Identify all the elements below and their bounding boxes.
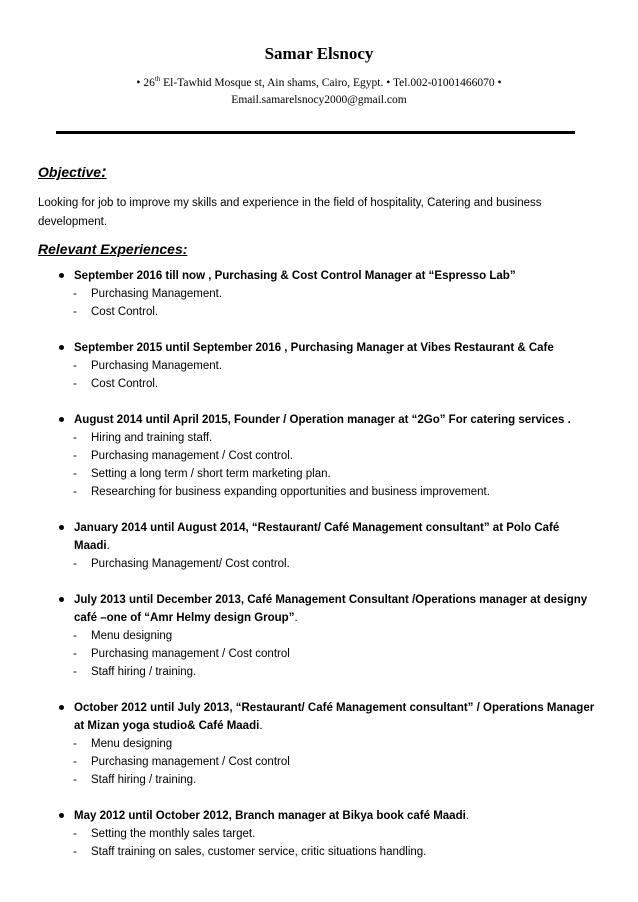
experience-duty-text: Menu designing [91, 629, 173, 642]
objective-text: Looking for job to improve my skills and experience in the field of hospitality, Catering and business development. [38, 197, 542, 228]
experience-title-text: August 2014 until April 2015, Founder / Operation manager at “2Go” For catering services . [74, 413, 571, 426]
experience-entry [38, 411, 598, 502]
dash-marker: - [73, 756, 77, 769]
bullet-icon [59, 273, 64, 278]
experience-title-text: January 2014 until August 2014, “Restaurant/ Café Management consultant” at Polo Café Maadi [74, 522, 560, 553]
experience-duty [38, 753, 598, 771]
experience-duty-text: Staff training on sales, customer service, critic situations handling. [91, 846, 427, 859]
experience-title [38, 339, 598, 357]
experience-title [38, 267, 598, 285]
experience-entry [38, 339, 598, 393]
dash-marker: - [73, 431, 77, 444]
experience-duty-text: Purchasing Management/ Cost control. [91, 558, 290, 571]
dash-marker: - [73, 629, 77, 642]
address-number: 26 [143, 77, 155, 89]
experience-duty-text: Cost Control. [91, 378, 159, 391]
experience-duty-text: Purchasing Management. [91, 359, 223, 372]
experience-title-tail: . [106, 540, 110, 553]
experience-duty-text: Staff hiring / training. [91, 666, 197, 679]
experience-duty-text: Cost Control. [91, 306, 159, 319]
experience-title-text: October 2012 until July 2013, “Restaurant/ Café Management consultant” / Operations Manager at Mizan yoga studio& Café Maadi [74, 701, 595, 732]
dash-marker: - [73, 846, 77, 859]
experience-duty [38, 735, 598, 753]
experience-title-tail: . [294, 611, 298, 624]
experience-duty-text: Setting the monthly sales target. [91, 828, 256, 841]
bullet-icon [59, 705, 64, 710]
experience-title [38, 591, 598, 627]
experience-duty [38, 429, 598, 447]
experience-duty-text: Setting a long term / short term marketing plan. [91, 468, 331, 481]
experience-duty [38, 447, 598, 465]
dash-marker: - [73, 666, 77, 679]
experience-title-text: May 2012 until October 2012, Branch manager at Bikya book café Maadi [74, 810, 466, 823]
address-text: El-Tawhid Mosque st, Ain shams, Cairo, Egypt. • Tel.002-01001466070 • [160, 77, 502, 89]
experience-list [38, 267, 598, 879]
address-ordinal: th [154, 75, 161, 84]
dash-marker: - [73, 648, 77, 661]
experience-duty-text: Purchasing management / Cost control [91, 648, 290, 661]
experience-entry [38, 591, 598, 682]
bullet-icon [59, 345, 64, 350]
dash-marker: - [73, 306, 77, 319]
experience-duty-text: Purchasing Management. [91, 288, 223, 300]
experience-title-text: September 2015 until September 2016 , Purchasing Manager at Vibes Restaurant & Cafe [74, 341, 554, 354]
experience-duty-text: Staff hiring / training. [91, 774, 197, 787]
experience-duty [38, 771, 598, 789]
experience-duty [38, 303, 598, 321]
experience-duty [38, 627, 598, 645]
experience-duty-text: Purchasing management / Cost control. [91, 450, 293, 463]
experience-title [38, 807, 598, 825]
experience-duty [38, 843, 598, 861]
dash-marker: - [73, 737, 77, 750]
experience-entry [38, 699, 598, 790]
dash-marker: - [73, 450, 77, 463]
bullet-icon [59, 525, 64, 530]
objective-heading-colon: : [101, 162, 107, 181]
address-line [0, 77, 638, 89]
bullet-icon [59, 813, 64, 818]
experience-duty [38, 357, 598, 375]
experiences-heading: Relevant Experiences: [38, 241, 188, 257]
objective-heading-text: Objective [38, 164, 102, 180]
experience-title-text: September 2016 till now , Purchasing & Cost Control Manager at “Espresso Lab” [74, 270, 516, 282]
bullet-icon [59, 417, 64, 422]
experience-title-tail: . [465, 810, 469, 823]
experience-title [38, 411, 598, 429]
experience-duty-text: Menu designing [91, 737, 173, 750]
experience-duty-text: Purchasing management / Cost control [91, 756, 290, 769]
header-divider [56, 131, 575, 134]
experience-duty [38, 555, 598, 573]
experience-duty [38, 825, 598, 843]
experience-entry [38, 267, 598, 321]
experience-duty [38, 285, 598, 303]
dash-marker: - [73, 378, 77, 391]
email-line: Email.samarelsnocy2000@gmail.com [231, 94, 407, 106]
experience-duty-text: Researching for business expanding opportunities and business improvement. [91, 486, 490, 499]
dash-marker: - [73, 774, 77, 787]
dash-marker: - [73, 558, 77, 571]
experience-title [38, 699, 598, 735]
address-bullet: • [136, 77, 141, 89]
dash-marker: - [73, 486, 77, 499]
dash-marker: - [73, 468, 77, 481]
objective-heading [38, 162, 107, 182]
experience-entry [38, 519, 598, 573]
experience-duty [38, 645, 598, 663]
experience-duty [38, 483, 598, 501]
experience-duty [38, 375, 598, 393]
experience-duty [38, 663, 598, 681]
dash-marker: - [73, 828, 77, 841]
experience-duty [38, 465, 598, 483]
dash-marker: - [73, 288, 77, 300]
experience-title [38, 519, 598, 555]
bullet-icon [59, 597, 64, 602]
experience-title-text: July 2013 until December 2013, Café Management Consultant /Operations manager at designy café –one of “Amr Helmy design Group” [74, 593, 588, 624]
dash-marker: - [73, 359, 77, 372]
experience-title-tail: . [259, 719, 263, 732]
experience-duty-text: Hiring and training staff. [91, 431, 213, 444]
experience-entry [38, 807, 598, 861]
candidate-name: Samar Elsnocy [264, 44, 374, 63]
